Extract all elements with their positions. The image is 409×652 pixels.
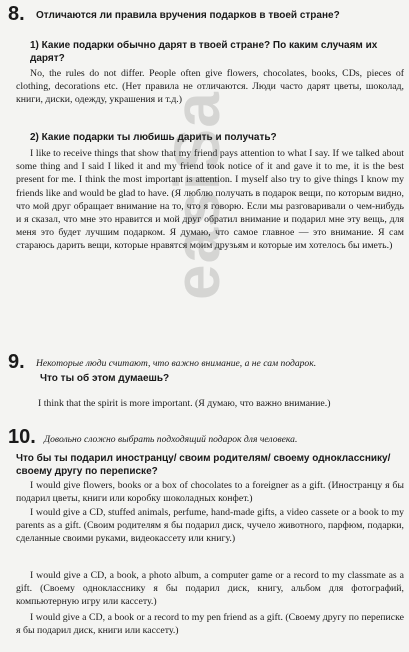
section-10-number: 10. xyxy=(8,426,36,448)
question-8-2: 2) Какие подарки ты любишь дарить и получать? xyxy=(30,132,277,143)
answer-8-2: I like to receive things that show that my friend pays attention to what I say. If we talked about some thing and I said I liked it and my friend took notice of it and gave it to me, it is the best present for me. I think the most important is attention. I myself also try to give things I know my friends like and would be glad to have. (Я люблю получать в подарок вещи, по которым видно, что мой друг обращает внимание на то, что я говорю. Если мы разговаривали о чем-нибудь и я сказал, что мне это нравится и мой друг обратил внимание и подарил мне эту вещь, для меня это будет лучшим подарком. Я думаю, что самое главное — это внимание. Я сам стараюсь дарить вещи, которые нравятся моим друзьям и которые им хотелось бы иметь.) xyxy=(16,148,404,252)
answer-8-1: No, the rules do not differ. People often give flowers, chocolates, books, CDs, pieces of clothing, decorations etc. (Нет правила не отличаются. Люди часто дарят цветы, шоколад, книги, диски, одежду, украшения и т.д.) xyxy=(16,68,404,106)
answer-10-1: I would give flowers, books or a box of chocolates to a foreigner as a gift. (Иностранцу я бы подарил цветы, книги или коробку шоколадных конфет.) xyxy=(16,480,404,505)
answer-10-4: I would give a CD, a book or a record to my pen friend as a gift. (Своему другу по переписке я бы подарил диск, книги или кассету.) xyxy=(16,612,404,637)
watermark-logo: easiSa xyxy=(161,91,233,300)
section-8-number: 8. xyxy=(8,3,25,25)
section-10-prompt: Довольно сложно выбрать подходящий подарок для человека. xyxy=(44,434,298,445)
section-8-title: Отличаются ли правила вручения подарков в твоей стране? xyxy=(36,10,340,21)
answer-10-3: I would give a CD, a book, a photo album, a computer game or a record to my classmate as a gift. (Своему однокласснику я бы подарил диск, книгу, альбом для фотографий, компьютерную игру или кассету.) xyxy=(16,570,404,608)
section-9-answer: I think that the spirit is more important. (Я думаю, что важно внимание.) xyxy=(38,398,331,409)
question-8-1: 1) Какие подарки обычно дарят в твоей стране? По каким случаям их дарят? xyxy=(30,40,378,64)
answer-10-2: I would give a CD, stuffed animals, perfume, hand-made gifts, a video cassete or a book to my parents as a gift. (Своим родителям я бы подарил диск, чучело животного, парфюм, подарки, сделанные своими руками, видеокассету или книгу.) xyxy=(16,507,404,545)
section-9-question: Что ты об этом думаешь? xyxy=(40,373,170,384)
section-10-question: Что бы ты подарил иностранцу/ своим родителям/ своему однокласснику/ своему другу по переписке? xyxy=(16,453,391,477)
section-9-number: 9. xyxy=(8,351,25,373)
section-9-prompt: Некоторые люди считают, что важно внимание, а не сам подарок. xyxy=(36,358,317,369)
